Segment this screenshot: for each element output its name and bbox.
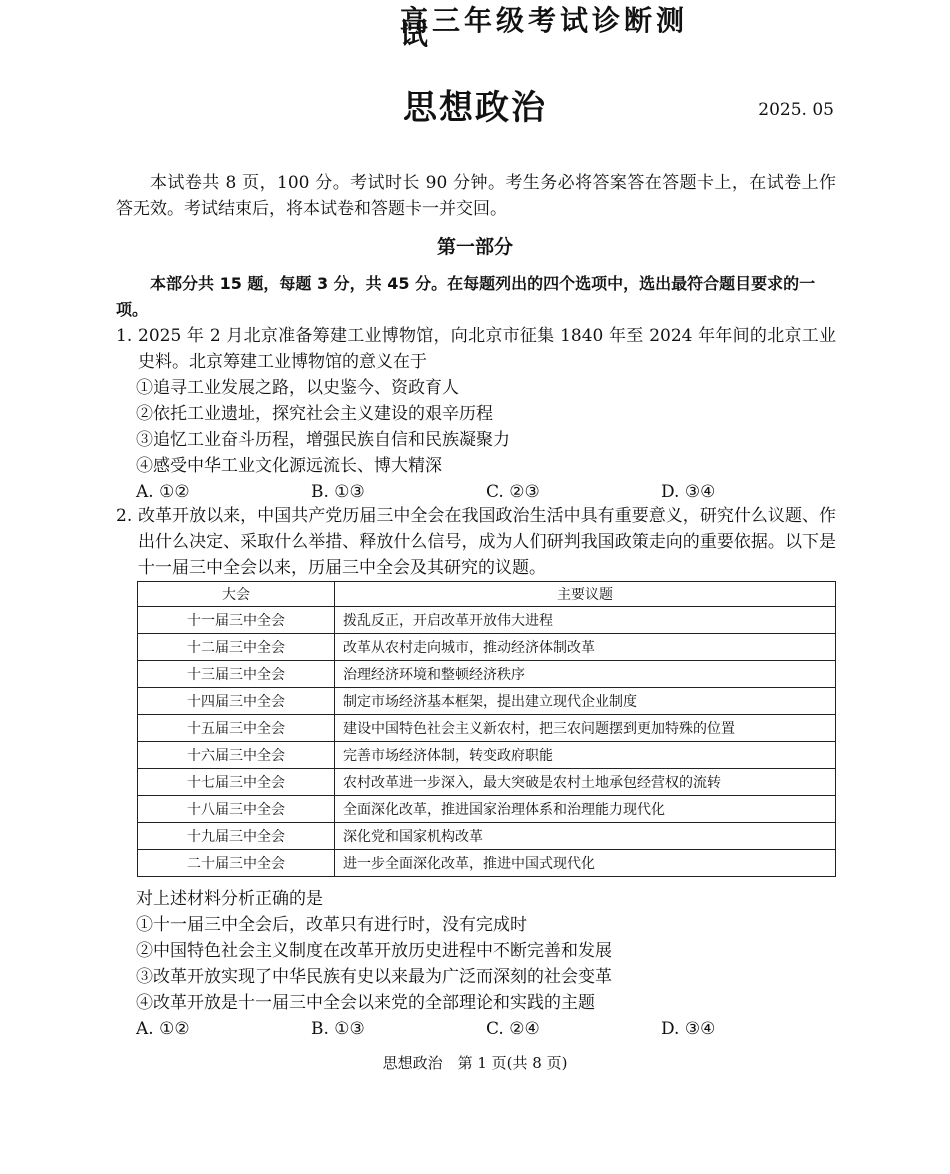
cut-off-header: 高三年级考试诊断测试 <box>400 4 689 51</box>
issue-cell: 全面深化改革，推进国家治理体系和治理能力现代化 <box>335 796 836 823</box>
session-cell: 十六届三中全会 <box>138 742 335 769</box>
table-row <box>138 661 836 688</box>
statement-item: ④改革开放是十一届三中全会以来党的全部理论和实践的主题 <box>136 993 595 1013</box>
part-one-instructions: 本部分共 15 题，每题 3 分，共 45 分。在每题列出的四个选项中，选出最符合题目要求的一项。 <box>116 274 816 319</box>
exam-intro: 本试卷共 8 页，100 分。考试时长 90 分钟。考生务必将答案答在答题卡上，在试卷上作答无效。考试结束后，将本试卷和答题卡一并交回。 <box>116 173 836 219</box>
question-2-options <box>116 886 836 1042</box>
table-row <box>138 769 836 796</box>
question-2 <box>116 503 836 581</box>
choice-c[interactable]: C. ②④ <box>486 1019 540 1039</box>
choice-b[interactable]: B. ①③ <box>311 482 365 502</box>
statement-item: ②依托工业遗址，探究社会主义建设的艰辛历程 <box>136 404 493 424</box>
table-row <box>138 850 836 877</box>
table-row <box>138 688 836 715</box>
exam-date: 2025. 05 <box>758 100 834 120</box>
answer-choices <box>116 1016 836 1042</box>
answer-choices <box>116 479 836 505</box>
issue-cell: 完善市场经济体制，转变政府职能 <box>335 742 836 769</box>
statement-item: ①十一届三中全会后，改革只有进行时，没有完成时 <box>136 915 527 935</box>
column-header-issues: 主要议题 <box>335 582 836 607</box>
session-cell: 十四届三中全会 <box>138 688 335 715</box>
choice-b[interactable]: B. ①③ <box>311 1019 365 1039</box>
issue-cell: 深化党和国家机构改革 <box>335 823 836 850</box>
session-cell: 十九届三中全会 <box>138 823 335 850</box>
choice-a[interactable]: A. ①② <box>136 1019 190 1039</box>
part-one-title: 第一部分 <box>436 236 513 258</box>
table-row <box>138 823 836 850</box>
table-row <box>138 607 836 634</box>
question-1 <box>116 323 836 505</box>
plenary-issues-table <box>137 581 836 877</box>
issue-cell: 制定市场经济基本框架，提出建立现代企业制度 <box>335 688 836 715</box>
statement-item: ②中国特色社会主义制度在改革开放历史进程中不断完善和发展 <box>136 941 612 961</box>
choice-c[interactable]: C. ②③ <box>486 482 540 502</box>
statement-item: ④感受中华工业文化源远流长、博大精深 <box>136 456 442 476</box>
table-header-row <box>138 582 836 607</box>
question-prompt: 对上述材料分析正确的是 <box>136 889 323 909</box>
question-text: 改革开放以来，中国共产党历届三中全会在我国政治生活中具有重要意义，研究什么议题、作出什么决定、采取什么举措、释放什么信号，成为人们研判我国政策走向的重要依据。以下是十一届三中全会以来，历届三中全会及其研究的议题。 <box>138 506 836 578</box>
choice-d[interactable]: D. ③④ <box>661 482 716 502</box>
session-cell: 二十届三中全会 <box>138 850 335 877</box>
session-cell: 十五届三中全会 <box>138 715 335 742</box>
question-number: 2. <box>116 506 133 526</box>
issue-cell: 农村改革进一步深入，最大突破是农村土地承包经营权的流转 <box>335 769 836 796</box>
page-title: 思想政治 <box>403 88 547 128</box>
choice-d[interactable]: D. ③④ <box>661 1019 716 1039</box>
issue-cell: 拨乱反正，开启改革开放伟大进程 <box>335 607 836 634</box>
column-header-session: 大会 <box>138 582 335 607</box>
issue-cell: 治理经济环境和整顿经济秩序 <box>335 661 836 688</box>
issue-cell: 建设中国特色社会主义新农村，把三农问题摆到更加特殊的位置 <box>335 715 836 742</box>
table-row <box>138 634 836 661</box>
choice-a[interactable]: A. ①② <box>136 482 190 502</box>
question-text: 2025 年 2 月北京准备筹建工业博物馆，向北京市征集 1840 年至 2024 年年间的北京工业史料。北京筹建工业博物馆的意义在于 <box>138 326 836 372</box>
question-stem <box>116 323 836 375</box>
session-cell: 十一届三中全会 <box>138 607 335 634</box>
statement-item: ③改革开放实现了中华民族有史以来最为广泛而深刻的社会变革 <box>136 967 612 987</box>
question-stem <box>116 503 836 581</box>
question-number: 1. <box>116 326 133 346</box>
session-cell: 十七届三中全会 <box>138 769 335 796</box>
table-row <box>138 715 836 742</box>
issue-cell: 改革从农村走向城市，推动经济体制改革 <box>335 634 836 661</box>
statement-item: ①追寻工业发展之路，以史鉴今、资政育人 <box>136 378 459 398</box>
session-cell: 十二届三中全会 <box>138 634 335 661</box>
table-row <box>138 796 836 823</box>
session-cell: 十八届三中全会 <box>138 796 335 823</box>
issue-cell: 进一步全面深化改革，推进中国式现代化 <box>335 850 836 877</box>
page-footer: 思想政治 第 1 页(共 8 页) <box>382 1054 568 1072</box>
session-cell: 十三届三中全会 <box>138 661 335 688</box>
table-row <box>138 742 836 769</box>
statement-item: ③追忆工业奋斗历程，增强民族自信和民族凝聚力 <box>136 430 510 450</box>
